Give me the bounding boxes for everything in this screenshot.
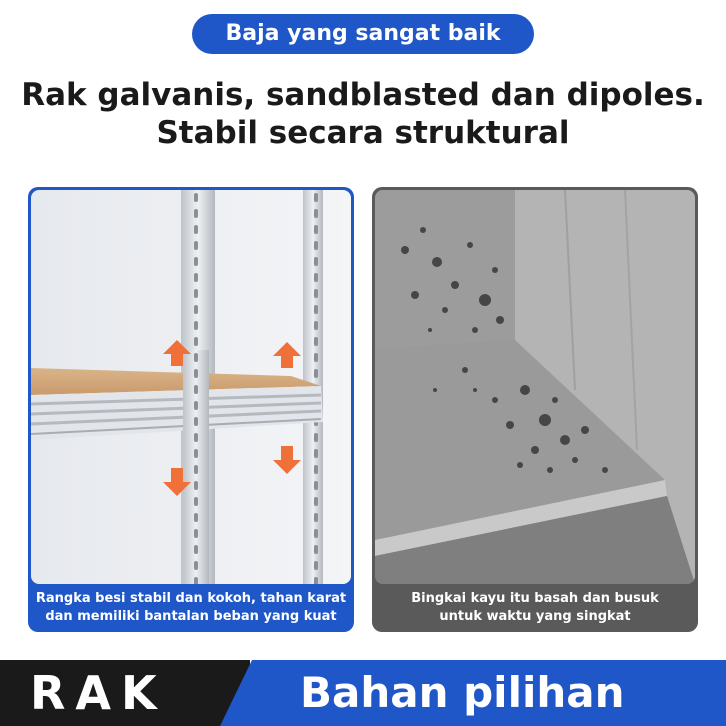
wood-shelf-caption bbox=[372, 584, 698, 632]
title-badge: Baja yang sangat baik bbox=[192, 14, 534, 54]
caption-line-1: Bingkai kayu itu basah dan busuk bbox=[411, 591, 659, 606]
wood-shelf-panel bbox=[372, 187, 698, 632]
headline-line-2: Stabil secara struktural bbox=[156, 115, 570, 151]
headline-line-1: Rak galvanis, sandblasted dan dipoles. bbox=[21, 77, 705, 113]
moldy-wood-illustration bbox=[375, 190, 695, 584]
page-headline bbox=[0, 76, 726, 152]
caption-line-1: Rangka besi stabil dan kokoh, tahan karat bbox=[35, 591, 347, 606]
caption-line-2: dan memiliki bantalan beban yang kuat bbox=[45, 609, 337, 624]
moldy-wood-photo bbox=[375, 190, 695, 584]
steel-shelf-illustration bbox=[31, 190, 351, 584]
steel-shelf-caption bbox=[28, 584, 354, 632]
caption-line-2: untuk waktu yang singkat bbox=[439, 609, 631, 624]
footer-material-label: Bahan pilihan bbox=[300, 668, 625, 717]
steel-shelf-photo bbox=[31, 190, 351, 584]
steel-shelf-panel bbox=[28, 187, 354, 632]
footer-rak-label: RAK bbox=[30, 666, 167, 720]
